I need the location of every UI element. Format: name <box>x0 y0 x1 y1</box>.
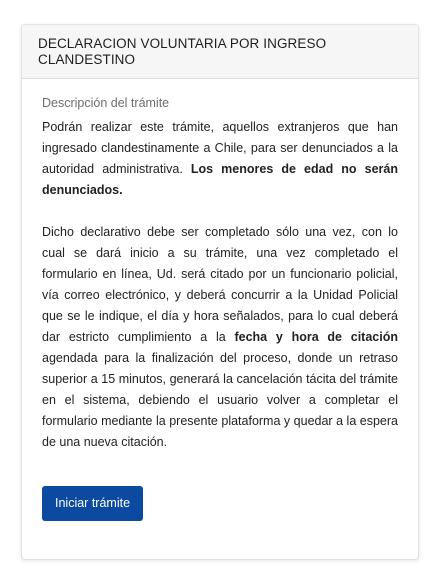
procedure-card <box>21 24 419 560</box>
card-header <box>22 25 418 79</box>
description-paragraph-1 <box>42 117 398 201</box>
description-p1-bold: Los menores de edad no serán denunciados. <box>42 162 398 197</box>
description-p2-text-b: agendada para la finalización del proceso, donde un retraso superior a 15 minutos, generará la cancelación tácita del trámite en el sistema, debiendo el usuario volver a completar el formulario mediante la presente plataforma y quedar a la espera de una nueva citación. <box>42 351 398 449</box>
description-p2-bold: fecha y hora de citación <box>234 330 398 344</box>
description-p2-text-a: Dicho declarativo debe ser completado sólo una vez, con lo cual se dará inicio a su trámite, una vez completado el formulario en línea, Ud. será citado por un funcionario policial, vía correo electrónico, y deberá concurrir a la Unidad Policial que se le indique, el día y hora señalados, para lo cual deberá dar estricto cumplimiento a la <box>42 225 398 344</box>
card-body <box>22 79 418 453</box>
description-label: Descripción del trámite <box>42 96 170 110</box>
description-p1-text: Podrán realizar este trámite, aquellos extranjeros que han ingresado clandestinamente a Chile, para ser denunciados a la autoridad administrativa. <box>42 120 398 176</box>
card-title: DECLARACION VOLUNTARIA POR INGRESO CLANDESTINO <box>38 36 327 67</box>
description-paragraph-2 <box>42 222 398 453</box>
start-procedure-button[interactable]: Iniciar trámite <box>42 486 143 521</box>
